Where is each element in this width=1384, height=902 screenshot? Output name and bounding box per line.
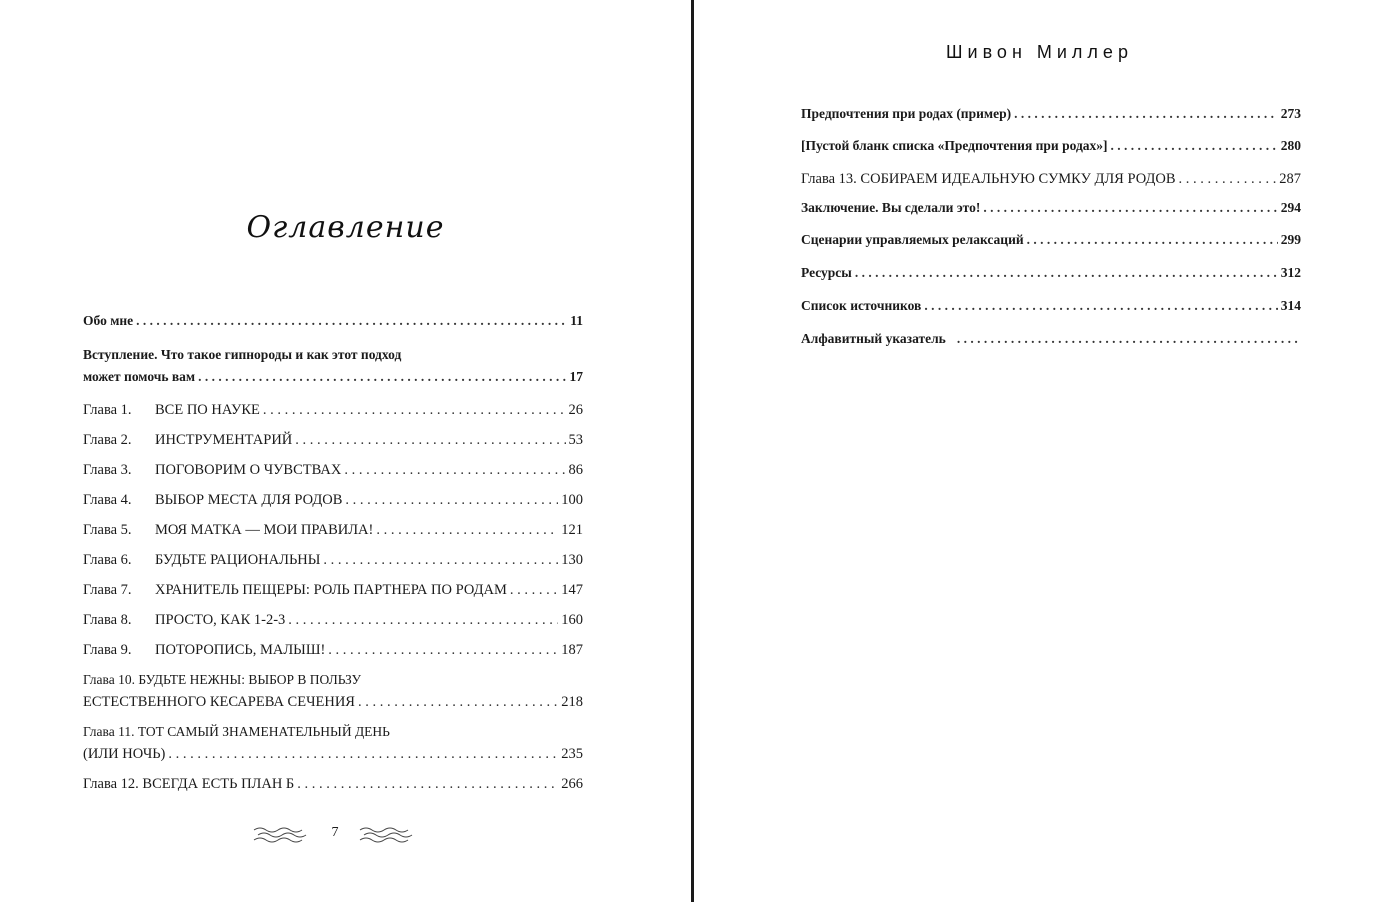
toc-title: Оглавление (246, 210, 445, 245)
chapter-prefix: Глава 5. (83, 522, 132, 538)
toc-entry-label (83, 549, 320, 571)
toc-entry[interactable] (801, 295, 1301, 317)
leader-dots (328, 639, 558, 661)
left-page (0, 0, 691, 902)
toc-entry-label (83, 459, 341, 481)
chapter-prefix: Глава 4. (83, 492, 132, 508)
toc-entry-chapter[interactable] (83, 489, 583, 511)
chapter-prefix: Глава 6. (83, 552, 132, 568)
toc-entry[interactable] (801, 103, 1301, 125)
running-head-author: Шивон Миллер (946, 42, 1133, 62)
toc-entry-label (83, 399, 260, 421)
toc-entry-label (83, 639, 325, 661)
chapter-title: ВЫБОР МЕСТА ДЛЯ РОДОВ (155, 492, 343, 508)
chapter-title: ПОГОВОРИМ О ЧУВСТВАХ (155, 462, 342, 478)
toc-entry-page: 100 (561, 492, 583, 508)
leader-dots (1179, 168, 1277, 190)
toc-entry-page: 187 (561, 642, 583, 658)
leader-dots (1027, 229, 1278, 251)
chapter-prefix: Глава 1. (83, 402, 132, 418)
chapter-prefix: Глава 2. (83, 432, 132, 448)
leader-dots (376, 519, 558, 541)
chapter-title: ХРАНИТЕЛЬ ПЕЩЕРЫ: РОЛЬ ПАРТНЕРА ПО РОДАМ (155, 582, 507, 598)
leader-dots (1014, 103, 1278, 125)
chapter-prefix: Глава 3. (83, 462, 132, 478)
leader-dots (136, 310, 567, 332)
toc-entry-page: 17 (569, 369, 583, 384)
toc-entry-label: Глава 13. СОБИРАЕМ ИДЕАЛЬНУЮ СУМКУ ДЛЯ РОДОВ (801, 171, 1176, 187)
toc-entry-chapter[interactable] (83, 549, 583, 571)
chapter-prefix: Глава 7. (83, 582, 132, 598)
toc-entry-chapter[interactable] (83, 399, 583, 421)
chapter-title: ВСЕ ПО НАУКЕ (155, 402, 260, 418)
toc-entry-page: 280 (1280, 138, 1301, 153)
leader-dots (358, 691, 558, 713)
toc-entry-page: 299 (1280, 232, 1301, 247)
page-divider (691, 0, 694, 902)
toc-entry-chapter[interactable] (83, 639, 583, 661)
leader-dots (198, 366, 566, 388)
leader-dots (263, 399, 566, 421)
toc-entry-label: Ресурсы (801, 265, 852, 280)
chapter-prefix: Глава 9. (83, 642, 132, 658)
chapter-title: ПРОСТО, КАК 1-2-3 (155, 612, 286, 628)
toc-entry-label (83, 519, 373, 541)
toc-entry-ch10[interactable] (83, 691, 583, 713)
toc-entry-label: может помочь вам (83, 369, 196, 384)
toc-entry[interactable] (801, 135, 1301, 157)
leader-dots (510, 579, 558, 601)
leader-dots (983, 197, 1277, 219)
leader-dots (297, 773, 558, 795)
toc-entry-chapter[interactable] (83, 429, 583, 451)
toc-entry-page: 130 (561, 552, 583, 568)
toc-entry-label: (ИЛИ НОЧЬ) (83, 746, 166, 762)
toc-entry-label: Предпочтения при родах (пример) (801, 106, 1012, 121)
toc-entry-intro[interactable] (83, 366, 583, 388)
toc-entry-page: 266 (561, 776, 583, 792)
toc-entry-label: Глава 12. ВСЕГДА ЕСТЬ ПЛАН Б (83, 776, 295, 792)
leader-dots (295, 429, 565, 451)
toc-entry-page: 273 (1280, 106, 1301, 121)
toc-entry-chapter[interactable] (83, 519, 583, 541)
page-number: 7 (331, 825, 339, 840)
chapter-title: БУДЬТЕ РАЦИОНАЛЬНЫ (155, 552, 321, 568)
toc-entry-label: Алфавитный указатель (801, 331, 946, 346)
toc-entry-page: 53 (568, 432, 583, 448)
toc-entry-chapter[interactable] (83, 579, 583, 601)
leader-dots (924, 295, 1277, 317)
toc-entry-intro-line1[interactable]: Вступление. Что такое гипнороды и как этот подход (83, 347, 402, 362)
page-footer (250, 822, 420, 848)
toc-entry-label (83, 489, 342, 511)
toc-entry-about[interactable] (83, 310, 583, 332)
right-page (695, 0, 1384, 902)
chapter-title: МОЯ МАТКА — МОИ ПРАВИЛА! (155, 522, 374, 538)
toc-entry-page: 287 (1279, 171, 1301, 187)
toc-entry-label: Заключение. Вы сделали это! (801, 200, 981, 215)
leader-dots (855, 262, 1278, 284)
toc-entry-chapter[interactable] (83, 609, 583, 631)
toc-entry-page: 147 (561, 582, 583, 598)
toc-entry-label (83, 579, 507, 601)
leader-dots (323, 549, 558, 571)
chapter-title: ИНСТРУМЕНТАРИЙ (155, 432, 293, 448)
leader-dots (344, 459, 565, 481)
toc-entry-page: 235 (561, 746, 583, 762)
toc-entry-label: [Пустой бланк списка «Предпочтения при родах»] (801, 138, 1108, 153)
leader-dots (1111, 135, 1278, 157)
toc-entry-ch11[interactable] (83, 743, 583, 765)
toc-entry-page: 218 (561, 694, 583, 710)
toc-entry[interactable] (801, 197, 1301, 219)
chapter-title: ПОТОРОПИСЬ, МАЛЫШ! (155, 642, 326, 658)
toc-entry-page: 160 (561, 612, 583, 628)
toc-entry-page: 26 (568, 402, 583, 418)
toc-entry-label (83, 609, 285, 631)
toc-entry-page: 11 (570, 313, 583, 328)
toc-entry-ch10-line1[interactable]: Глава 10. БУДЬТЕ НЕЖНЫ: ВЫБОР В ПОЛЬЗУ (83, 672, 362, 687)
leader-dots (288, 609, 558, 631)
toc-entry-label: ЕСТЕСТВЕННОГО КЕСАРЕВА СЕЧЕНИЯ (83, 694, 355, 710)
toc-entry-page: 312 (1280, 265, 1301, 280)
toc-entry-page: 86 (568, 462, 583, 478)
leader-dots (168, 743, 558, 765)
leader-dots (957, 328, 1298, 350)
chapter-prefix: Глава 8. (83, 612, 132, 628)
toc-entry[interactable] (801, 229, 1301, 251)
toc-entry-chapter[interactable] (83, 459, 583, 481)
toc-entry[interactable] (801, 168, 1301, 190)
toc-entry-page: 294 (1280, 200, 1301, 215)
toc-entry-ch12[interactable] (83, 773, 583, 795)
toc-entry-label: Сценарии управляемых релаксаций (801, 232, 1024, 247)
toc-entry[interactable] (801, 262, 1301, 284)
leader-dots (345, 489, 558, 511)
toc-entry-page: 314 (1280, 298, 1301, 313)
toc-entry-label (83, 429, 292, 451)
toc-entry-ch11-line1[interactable]: Глава 11. ТОТ САМЫЙ ЗНАМЕНАТЕЛЬНЫЙ ДЕНЬ (83, 724, 390, 739)
toc-entry-page: 121 (561, 522, 583, 538)
toc-entry-label: Обо мне (83, 313, 134, 328)
toc-entry-label: Список источников (801, 298, 922, 313)
toc-entry[interactable] (801, 328, 1301, 350)
